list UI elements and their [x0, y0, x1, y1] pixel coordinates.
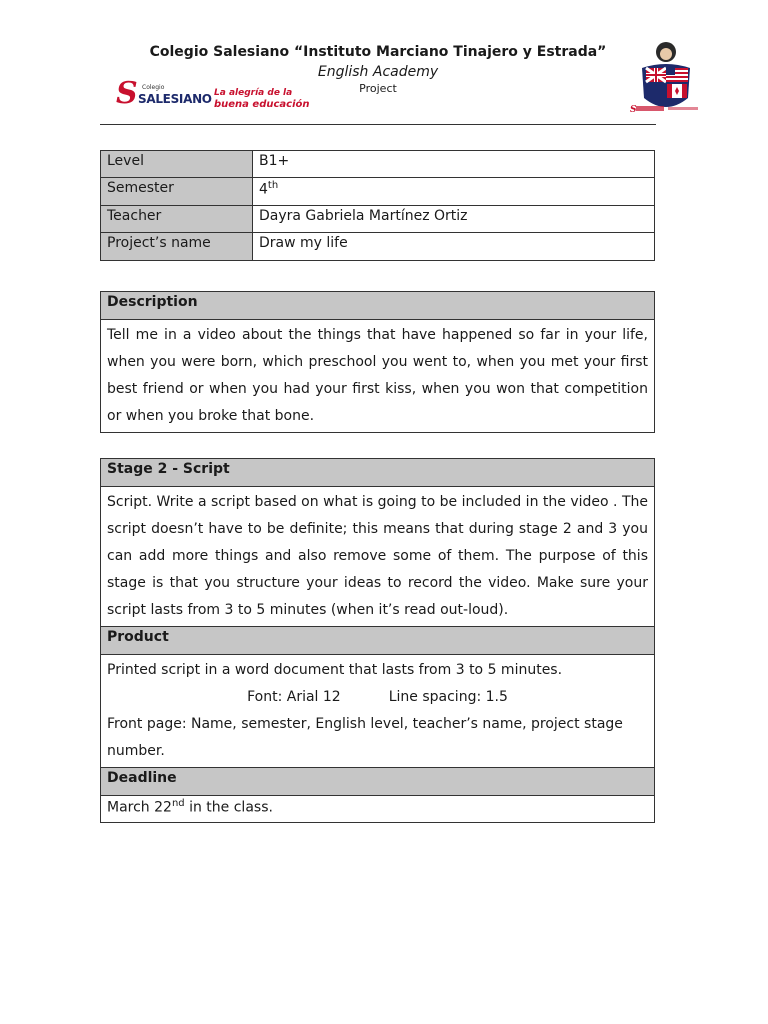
document-type: Project [359, 82, 397, 95]
teacher-value: Dayra Gabriela Martínez Ortiz [253, 206, 655, 233]
product-text [101, 655, 655, 768]
academy-subtitle: English Academy [317, 64, 439, 80]
page-header: Colegio Salesiano “Instituto Marciano Tinajero y Estrada” English Academy Project S Colegio SALESIANO La alegría de la buena educación [100, 42, 656, 125]
font-spec: Font: Arial 12 [247, 689, 341, 705]
deadline-text: March 22nd in the class. [101, 796, 655, 823]
deadline-heading: Deadline [101, 768, 655, 796]
stage-table [100, 458, 655, 823]
english-academy-crest-icon [628, 38, 704, 120]
spacing-spec: Line spacing: 1.5 [388, 689, 508, 705]
semester-label: Semester [101, 178, 253, 206]
project-name-value: Draw my life [253, 233, 655, 261]
product-heading: Product [101, 627, 655, 655]
project-info-table [100, 150, 655, 261]
stage-text: Script. Write a script based on what is going to be included in the video . The script doesn’t have to be definite; this means that during stage 2 and 3 you can add more things and also remove some of them. The purpose of this stage is that you structure your ideas to record the video. Make sure your script lasts from 3 to 5 minutes (when it’s read out-loud). [101, 487, 655, 627]
description-heading: Description [101, 292, 655, 320]
slogan-logo: La alegría de la buena educación [214, 88, 310, 110]
description-text: Tell me in a video about the things that have happened so far in your life, when you were born, which preschool you went to, when you met your first best friend or when you had your first kiss, when you won that competition or when you broke that bone. [101, 320, 655, 433]
product-format-line [107, 684, 648, 711]
stage-heading: Stage 2 - Script [101, 459, 655, 487]
level-value: B1+ [253, 151, 655, 178]
project-name-label: Project’s name [101, 233, 253, 261]
school-title: Colegio Salesiano “Instituto Marciano Tinajero y Estrada” [149, 44, 607, 60]
teacher-label: Teacher [101, 206, 253, 233]
semester-value: 4th [253, 178, 655, 206]
product-line-1: Printed script in a word document that lasts from 3 to 5 minutes. [107, 662, 563, 678]
product-line-3: Front page: Name, semester, English level, teacher’s name, project stage number. [107, 716, 623, 759]
description-table [100, 291, 655, 433]
svg-text:S: S [630, 105, 637, 115]
level-label: Level [101, 151, 253, 178]
